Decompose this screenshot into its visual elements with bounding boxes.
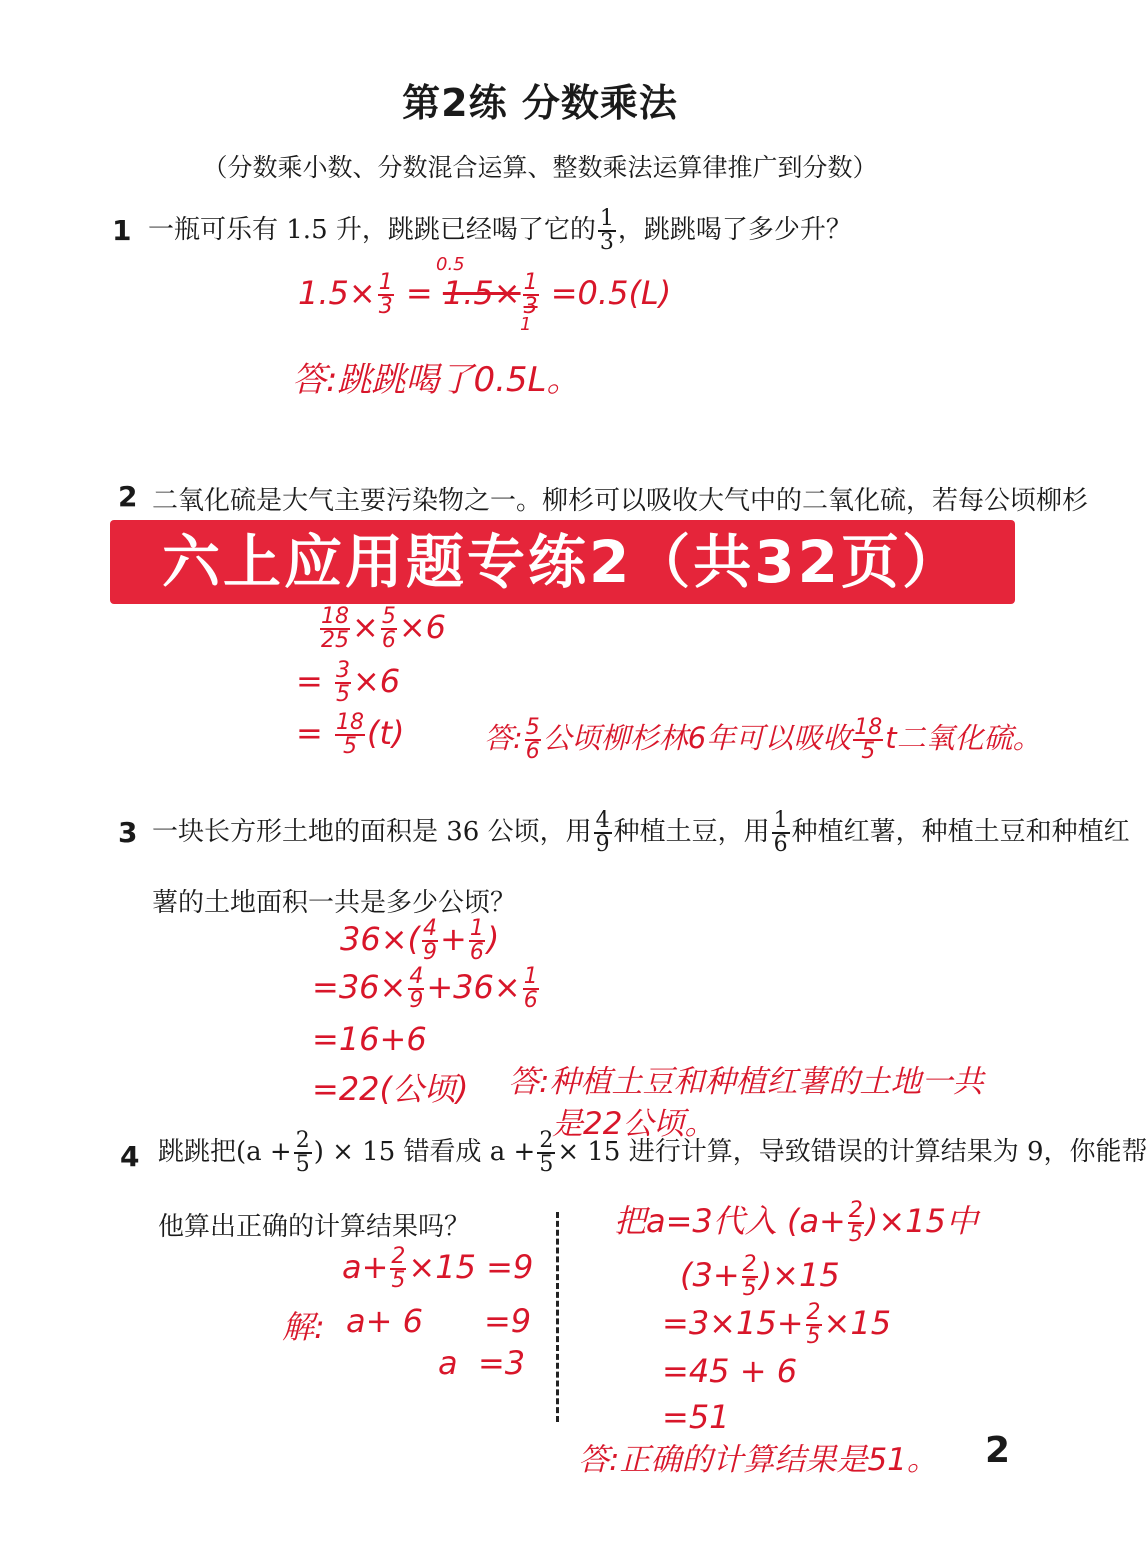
q4-solve-label: 解:	[282, 1308, 325, 1346]
q4-left-line-3: a =3	[438, 1344, 526, 1382]
q4-frac-1	[294, 1130, 312, 1176]
frac-d: 5	[806, 1324, 821, 1349]
q3-w2-b: +36×	[426, 968, 521, 1006]
frac-d: 25	[321, 628, 349, 653]
frac-d: 5	[295, 1152, 310, 1177]
q1-work-frac-2	[523, 272, 539, 318]
question-4-number: 4	[120, 1140, 140, 1173]
q4-r3-frac	[806, 1302, 822, 1348]
q3-w2-frac-2	[523, 966, 539, 1012]
frac-d: 3	[523, 294, 538, 319]
frac-n: 2	[742, 1252, 757, 1277]
frac-n: 2	[806, 1300, 821, 1325]
q4-r1-frac	[848, 1200, 864, 1246]
promo-banner-text: 六上应用题专练2（共32页）	[161, 528, 964, 596]
question-4-text-line-2: 他算出正确的计算结果吗？	[158, 1212, 471, 1242]
q3-w1-a: 36×(	[340, 920, 421, 958]
q4-l1-a: a+	[342, 1248, 389, 1286]
q2-ans-a: 答:	[484, 721, 523, 755]
frac-n: 1	[773, 808, 788, 833]
frac-n: 4	[423, 916, 438, 941]
frac-d: 9	[595, 832, 610, 857]
q3-text-b: 种植土豆，用	[613, 817, 770, 847]
q4-r1-a: 把a=3代入 (a+	[614, 1202, 846, 1240]
frac-n: 1	[523, 270, 538, 295]
q3-w2-a: =36×	[312, 968, 407, 1006]
frac-d: 5	[391, 1268, 406, 1293]
q4-text-b: ) × 15 错看成 a +	[313, 1137, 536, 1167]
q3-frac-2	[772, 810, 790, 856]
frac-d: 6	[381, 628, 396, 653]
q4-l1-frac	[390, 1246, 406, 1292]
q1-work-b: =	[405, 274, 433, 312]
frac-n: 5	[381, 604, 396, 629]
question-1-number: 1	[112, 214, 132, 247]
q4-left-line-1	[342, 1246, 533, 1292]
q4-right-line-5: =51	[662, 1398, 730, 1436]
frac-d: 3	[378, 294, 393, 319]
q3-work-line-2	[312, 966, 541, 1012]
q2-work-line-1	[318, 606, 446, 652]
q3-work-line-4: =22(公顷)	[312, 1070, 469, 1108]
q2-work-line-2	[296, 660, 400, 706]
q4-right-line-3	[662, 1302, 891, 1348]
frac-d: 6	[469, 940, 484, 965]
q3-work-line-3: =16+6	[312, 1020, 427, 1058]
q1-work-frac-1	[378, 272, 394, 318]
question-3-text	[152, 810, 1130, 856]
q4-r3-b: ×15	[823, 1304, 892, 1342]
question-1-fraction	[598, 208, 616, 254]
frac-n: 5	[525, 715, 540, 740]
question-1-text-a: 一瓶可乐有 1.5 升，跳跳已经喝了它的	[148, 215, 596, 245]
q2-w3-frac	[335, 712, 365, 758]
q2-w3-end: (t)	[366, 714, 405, 752]
q2-work-line-3	[296, 712, 405, 758]
frac-n: 1	[378, 270, 393, 295]
fraction-denominator: 3	[599, 230, 614, 255]
frac-n: 18	[854, 715, 883, 740]
frac-d: 5	[342, 734, 357, 759]
frac-d: 9	[409, 988, 424, 1013]
frac-n: 4	[409, 964, 424, 989]
q4-r1-b: )×15中	[865, 1202, 978, 1240]
q3-w1-b: +	[440, 920, 467, 958]
frac-n: 18	[321, 604, 349, 629]
q3-w1-frac-2	[469, 918, 485, 964]
q2-w2-start: =	[296, 662, 323, 700]
page-title: 第2练 分数乘法	[402, 81, 678, 125]
q1-cancel-top: 0.5	[436, 254, 465, 275]
frac-n: 2	[848, 1198, 863, 1223]
frac-n: 2	[295, 1128, 310, 1153]
q3-work-line-1	[340, 918, 499, 964]
fraction-numerator: 1	[599, 206, 614, 231]
frac-d: 6	[525, 739, 540, 764]
frac-d: 5	[335, 682, 350, 707]
frac-d: 5	[861, 739, 876, 764]
frac-d: 5	[539, 1152, 554, 1177]
q3-w1-c: )	[486, 920, 500, 958]
frac-n: 18	[335, 710, 364, 735]
q3-answer-line-1: 答:种植土豆和种植红薯的土地一共	[508, 1064, 984, 1100]
question-1-text	[148, 208, 852, 254]
q2-w1-frac-1	[320, 606, 350, 652]
q3-text-c: 种植红薯，种植土豆和种植红	[791, 817, 1130, 847]
q1-cancel-bottom: 1	[520, 314, 532, 335]
q2-answer	[484, 716, 1042, 763]
question-2-text: 二氧化硫是大气主要污染物之一。柳杉可以吸收大气中的二氧化硫，若每公顷柳杉	[152, 486, 1089, 516]
q4-r2-b: )×15	[759, 1256, 840, 1294]
question-4-text	[158, 1130, 1148, 1176]
q3-answer-line-2: 是22公顷。	[552, 1106, 716, 1142]
frac-d: 6	[523, 988, 538, 1013]
q2-w3-start: =	[296, 714, 323, 752]
q2-w1-frac-2	[381, 606, 397, 652]
frac-n: 4	[595, 808, 610, 833]
q4-frac-2	[537, 1130, 555, 1176]
q3-w2-frac-1	[408, 966, 424, 1012]
frac-n: 3	[335, 658, 350, 683]
q2-w1-mid: ×	[352, 608, 379, 646]
frac-d: 9	[423, 940, 438, 965]
frac-n: 2	[391, 1244, 406, 1269]
q4-text-c: × 15 进行计算，导致错误的计算结果为 9，你能帮	[557, 1137, 1148, 1167]
frac-n: 2	[539, 1128, 554, 1153]
q1-answer: 答:跳跳喝了0.5L。	[292, 360, 581, 400]
q2-ans-frac-1	[525, 717, 541, 763]
q1-work-a: 1.5×	[298, 274, 376, 312]
question-1-text-b: ，跳跳喝了多少升？	[617, 215, 852, 245]
q2-ans-b: 公顷柳杉林6年可以吸收	[542, 721, 852, 755]
solution-divider	[556, 1212, 559, 1422]
frac-n: 1	[469, 916, 484, 941]
q2-ans-frac-2	[853, 717, 883, 763]
q1-work-c: 1.5×	[442, 274, 521, 312]
frac-d: 5	[742, 1276, 757, 1301]
q2-w2-end: ×6	[352, 662, 401, 700]
frac-n: 1	[523, 964, 538, 989]
q3-w1-frac-1	[422, 918, 438, 964]
q4-left-line-2: a+ 6 =9	[346, 1302, 532, 1340]
q4-right-line-2	[680, 1254, 840, 1300]
q2-w1-end: ×6	[398, 608, 446, 646]
q4-l1-b: ×15 =9	[408, 1248, 534, 1286]
q1-work-line	[298, 272, 671, 318]
q2-w2-frac	[335, 660, 351, 706]
question-3-text-line-2: 薯的土地面积一共是多少公顷？	[152, 888, 517, 918]
q4-r2-frac	[742, 1254, 758, 1300]
q2-ans-c: t二氧化硫。	[885, 721, 1042, 755]
q3-text-a: 一块长方形土地的面积是 36 公顷，用	[152, 817, 592, 847]
q4-answer: 答:正确的计算结果是51。	[578, 1442, 938, 1478]
q3-frac-1	[594, 810, 612, 856]
q4-right-line-1	[614, 1196, 978, 1246]
q4-r2-a: (3+	[680, 1256, 740, 1294]
q4-r3-a: =3×15+	[662, 1304, 804, 1342]
q4-right-line-4: =45 + 6	[662, 1352, 798, 1390]
page-number: 2	[985, 1430, 1011, 1471]
question-2-number: 2	[118, 480, 138, 513]
q4-text-a: 跳跳把(a +	[158, 1137, 292, 1167]
frac-d: 6	[773, 832, 788, 857]
page-subtitle: （分数乘小数、分数混合运算、整数乘法运算律推广到分数）	[202, 153, 878, 182]
question-3-number: 3	[118, 816, 138, 849]
q1-work-d: =0.5(L)	[550, 274, 672, 312]
frac-d: 5	[848, 1222, 863, 1247]
